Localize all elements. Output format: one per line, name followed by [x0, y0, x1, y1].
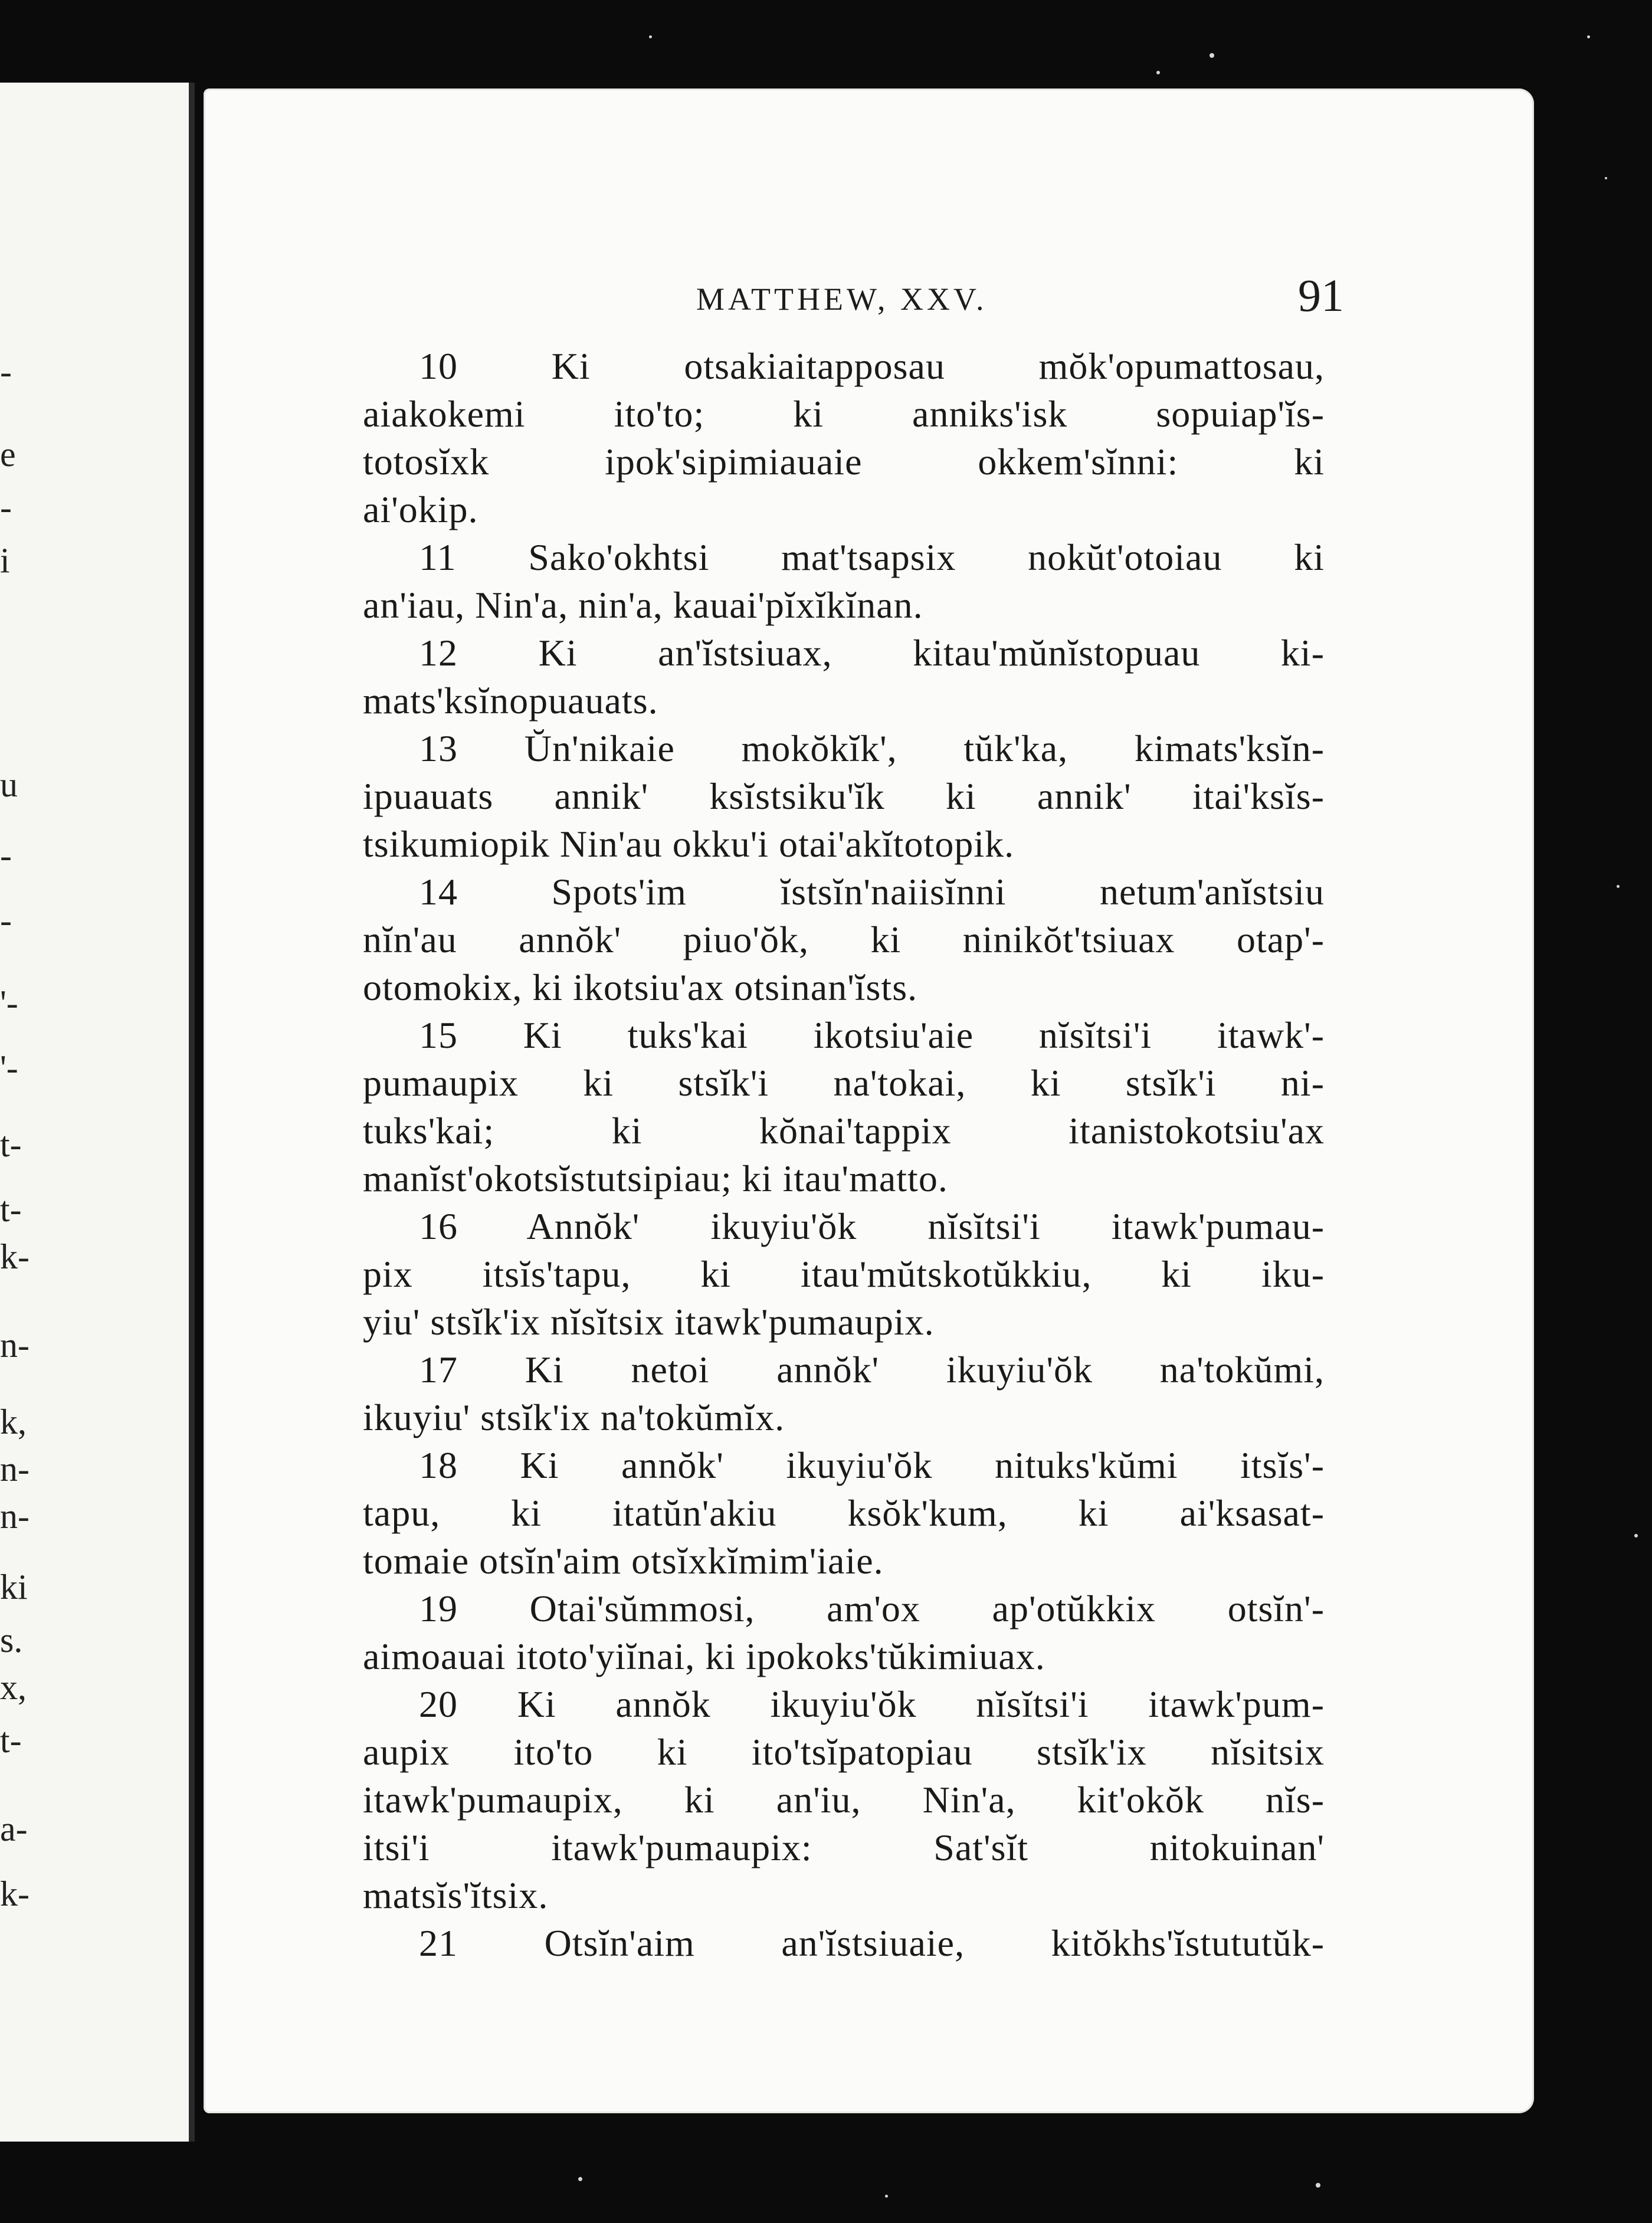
scan-speck	[1617, 885, 1620, 888]
text-line: aiakokemi ito'to; ki anniks'isk sopuiap'ĭs-	[363, 393, 1325, 435]
text-line: matsĭs'ĭtsix.	[363, 1874, 549, 1916]
text-line: 14 Spots'im ĭstsĭn'naiisĭnni netum'anĭstsiu	[419, 871, 1325, 913]
text-line: 20 Ki annŏk ikuyiu'ŏk nĭsĭtsi'i itawk'pum-	[419, 1683, 1325, 1725]
left-page-fragment: ki	[0, 1568, 28, 1606]
body-text	[363, 342, 1325, 1967]
text-line: nĭn'au annŏk' piuo'ŏk, ki ninikŏt'tsiuax otap'-	[363, 919, 1325, 960]
scan-speck	[1156, 71, 1160, 74]
text-line: pix itsĭs'tapu, ki itau'mŭtskotŭkkiu, ki iku-	[363, 1253, 1325, 1295]
text-line: ipuauats annik' ksĭstsiku'ĭk ki annik' itai'ksĭs-	[363, 775, 1325, 817]
left-page-fragment: a-	[0, 1809, 28, 1848]
scan-speck	[1316, 2183, 1320, 2188]
scan-speck	[1587, 35, 1590, 38]
left-page-fragment: -	[0, 352, 12, 391]
text-line: 11 Sako'okhtsi mat'tsapsix nokŭt'otoiau ki	[419, 536, 1325, 578]
scan-speck	[578, 2177, 582, 2181]
text-line: 19 Otai'sŭmmosi, am'ox ap'otŭkkix otsĭn'-	[419, 1588, 1325, 1629]
text-line: totosĭxk ipok'sipimiauaie okkem'sĭnni: ki	[363, 441, 1325, 483]
scan-speck	[649, 35, 652, 38]
text-line: an'iau, Nin'a, nin'a, kauai'pĭxĭkĭnan.	[363, 584, 923, 626]
text-line: aimoauai itoto'yiĭnai, ki ipokoks'tŭkimiuax.	[363, 1635, 1045, 1677]
text-line: manĭst'okotsĭstutsipiau; ki itau'matto.	[363, 1158, 948, 1199]
left-page-fragment: n-	[0, 1450, 30, 1488]
text-line: tuks'kai; ki kŏnai'tappix itanistokotsiu'ax	[363, 1110, 1325, 1152]
text-line: mats'ksĭnopuauats.	[363, 680, 658, 722]
left-page-fragment: x,	[0, 1668, 27, 1707]
text-line: itsi'i itawk'pumaupix: Sat'sĭt nitokuinan'	[363, 1827, 1325, 1868]
text-line: aupix ito'to ki ito'tsĭpatopiau stsĭk'ix nĭsitsix	[363, 1731, 1325, 1773]
left-page-fragment: '-	[0, 1048, 18, 1087]
left-page-fragment: '-	[0, 983, 18, 1022]
left-page-fragment: t-	[0, 1190, 22, 1229]
text-line: 10 Ki otsakiaitapposau mŏk'opumattosau,	[419, 345, 1325, 387]
book-page	[204, 88, 1534, 2113]
left-page-fragment: n-	[0, 1326, 30, 1365]
text-line: itawk'pumaupix, ki an'iu, Nin'a, kit'okŏk nĭs-	[363, 1779, 1325, 1821]
text-line: 13 Ŭn'nikaie mokŏkĭk', tŭk'ka, kimats'ksĭn-	[419, 727, 1325, 769]
scan-speck	[1210, 53, 1214, 58]
left-page-fragment: k-	[0, 1237, 30, 1276]
left-page-fragment: i	[0, 541, 10, 580]
text-line: ikuyiu' stsĭk'ix na'tokŭmĭx.	[363, 1396, 785, 1438]
left-page-fragment: t-	[0, 1721, 22, 1760]
left-page-fragment: t-	[0, 1125, 22, 1164]
left-page-fragment: -	[0, 836, 12, 875]
text-line: ai'okip.	[363, 488, 478, 530]
page-number: 91	[1298, 270, 1344, 321]
scan-speck	[1634, 1534, 1638, 1537]
previous-page-edge	[0, 83, 195, 2142]
running-title: MATTHEW, XXV.	[696, 281, 988, 317]
text-line: tapu, ki itatŭn'akiu ksŏk'kum, ki ai'ksasat-	[363, 1492, 1325, 1534]
left-page-fragment: -	[0, 901, 12, 940]
text-line: 16 Annŏk' ikuyiu'ŏk nĭsĭtsi'i itawk'pumau-	[419, 1205, 1325, 1247]
left-page-fragment: -	[0, 488, 12, 527]
text-line: pumaupix ki stsĭk'i na'tokai, ki stsĭk'i ni-	[363, 1062, 1325, 1104]
text-line: 21 Otsĭn'aim an'ĭstsiuaie, kitŏkhs'ĭstututŭk-	[419, 1922, 1325, 1964]
text-line: otomokix, ki ikotsiu'ax otsinan'ĭsts.	[363, 966, 918, 1008]
text-line: 12 Ki an'ĭstsiuax, kitau'mŭnĭstopuau ki-	[419, 632, 1325, 674]
left-page-fragment: e	[0, 435, 16, 474]
text-line: 18 Ki annŏk' ikuyiu'ŏk nituks'kŭmi itsĭs'-	[419, 1444, 1325, 1486]
left-page-fragment: k-	[0, 1874, 30, 1913]
text-line: yiu' stsĭk'ix nĭsĭtsix itawk'pumaupix.	[363, 1301, 935, 1343]
left-page-fragment: u	[0, 765, 18, 804]
text-line: 17 Ki netoi annŏk' ikuyiu'ŏk na'tokŭmi,	[419, 1349, 1325, 1391]
scan-speck	[1605, 177, 1607, 179]
text-line: 15 Ki tuks'kai ikotsiu'aie nĭsĭtsi'i itawk'-	[419, 1014, 1325, 1056]
text-line: tomaie otsĭn'aim otsĭxkĭmim'iaie.	[363, 1540, 884, 1582]
scan-speck	[885, 2195, 888, 2198]
left-page-fragment: k,	[0, 1402, 27, 1441]
left-page-fragment: n-	[0, 1497, 30, 1536]
page-header	[204, 263, 1534, 328]
left-page-fragment: s.	[0, 1621, 23, 1660]
text-line: tsikumiopik Nin'au okku'i otai'akĭtotopik.	[363, 823, 1015, 865]
